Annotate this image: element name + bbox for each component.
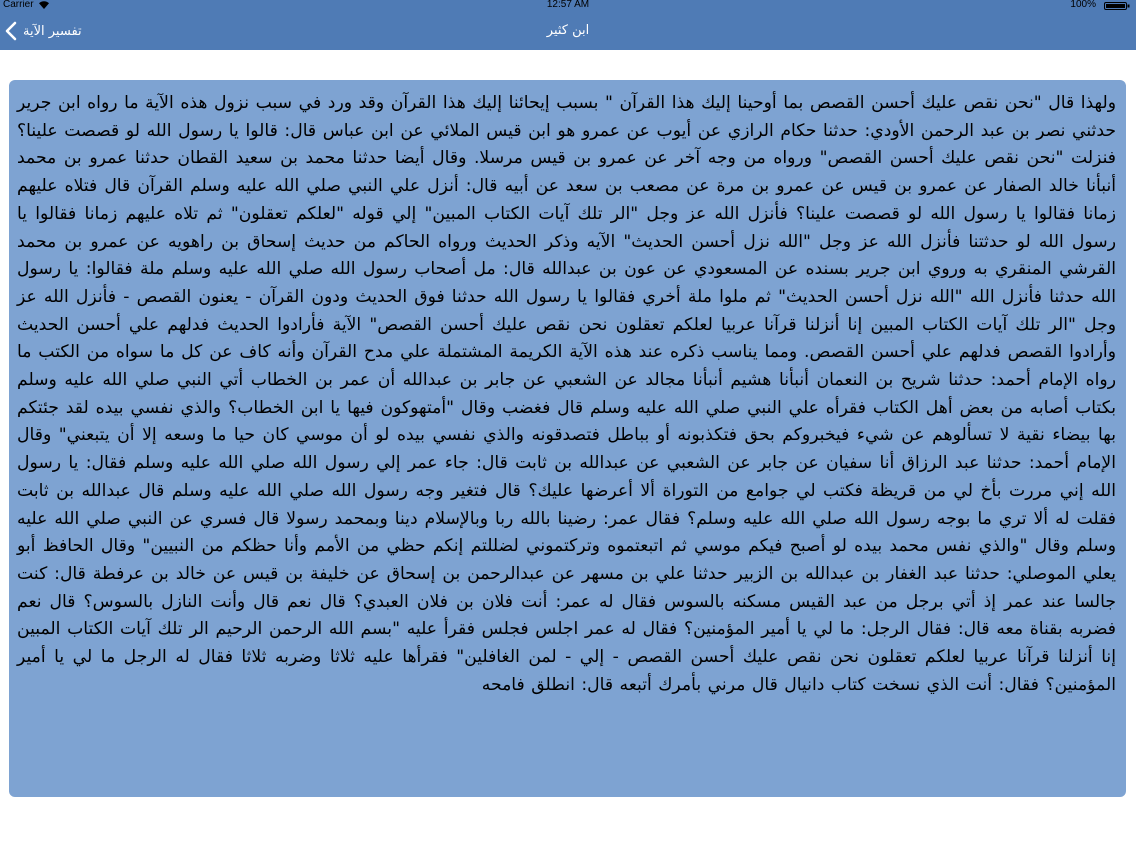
tafsir-text: ولهذا قال "نحن نقص عليك أحسن القصص بما أوحينا إليك هذا القرآن " بسبب إيحائنا إليك هذا القرآن وقد ورد في سبب نزول هذه الآية ما رواه ابن جرير حدثني نصر بن عبد الرحمن الأودي: حدثنا حكام الرازي عن أيوب عن عمرو هو ابن قيس الملائي عن ابن عباس قال: قالوا يا رسول الله لو قصصت علينا؟ فنزلت "نحن نقص عليك أحسن القصص" ورواه من وجه آخر عن عمرو بن قيس مرسلا. وقال أيضا حدثنا محمد بن سعيد القطان حدثنا عمرو بن محمد أنبأنا خالد الصفار عن عمرو بن قيس عن عمرو بن مرة عن مصعب بن سعد عن أبيه قال: أنزل علي النبي صلي الله عليه وسلم القرآن قال فتلاه عليهم زمانا فقالوا يا رسول الله لو قصصت علينا؟ فأنزل الله عز وجل "الر تلك آيات الكتاب المبين" إلي قوله "لعلكم تعقلون" ثم تلاه عليهم زمانا فقالوا يا رسول الله لو حدثتنا فأنزل الله عز وجل "الله نزل أحسن الحديث" الآيه وذكر الحديث ورواه الحاكم من حديث إسحاق بن راهويه عن عمرو بن محمد القرشي المنقري به وروي ابن جرير بسنده عن المسعودي عن عون بن عبدالله قال: مل أصحاب رسول الله صلي الله عليه وسلم ملة فقالوا: يا رسول الله حدثنا فأنزل الله "الله نزل أحسن الحديث" ثم ملوا ملة أخري فقالوا يا رسول الله حدثنا فوق الحديث ودون القرآن - يعنون القصص - فأنزل الله عز وجل "الر تلك آيات الكتاب المبين إنا أنزلنا قرآنا عربيا لعلكم تعقلون نحن نقص عليك أحسن القصص" الآية فأرادوا الحديث فدلهم علي أحسن الحديث وأرادوا القصص فدلهم علي أحسن القصص. ومما يناسب ذكره عند هذه الآية الكريمة المشتملة علي مدح القرآن وأنه كاف عن كل ما سواه من الكتب ما رواه الإمام أحمد: حدثنا شريح بن النعمان أنبأنا هشيم أنبأنا مجالد عن الشعبي عن جابر بن عبدالله أن عمر بن الخطاب أتي النبي صلي الله عليه وسلم بكتاب أصابه من بعض أهل الكتاب فقرأه علي النبي صلي الله عليه وسلم قال فغضب وقال "أمتهوكون فيها يا ابن الخطاب؟ والذي نفسي بيده لقد جئتكم بها بيضاء نقية لا تسألوهم عن شيء فيخبروكم بحق فتكذبونه أو بباطل فتصدقونه والذي نفسي بيده لو أن موسي كان حيا ما وسعه إلا أن يتبعني" وقال الإمام أحمد: حدثنا عبد الرزاق أنا سفيان عن جابر عن الشعبي عن عبدالله بن ثابت قال: جاء عمر إلي رسول الله صلي الله عليه وسلم فقال: يا رسول الله إني مررت بأخ لي من قريظة فكتب لي جوامع من التوراة ألا أعرضها عليك؟ قال فتغير وجه رسول الله صلي الله عليه وسلم قال عبدالله بن ثابت فقلت له ألا تري ما بوجه رسول الله صلي الله عليه وسلم؟ فقال عمر: رضينا بالله ربا وبالإسلام دينا وبمحمد رسولا قال فسري عن النبي صلي الله عليه وسلم وقال "والذي نفس محمد بيده لو أصبح فيكم موسي ثم اتبعتموه وتركتموني لضللتم إنكم حظي من الأمم وأنا حظكم من النبيين" وقال الحافظ أبو يعلي الموصلي: حدثنا عبد الغفار بن عبدالله بن الزبير حدثنا علي بن مسهر عن عبدالرحمن بن إسحاق عن خليفة بن قيس عن خالد بن عرفطة قال: كنت جالسا عند عمر إذ أتي برجل من عبد القيس مسكنه بالسوس فقال له عمر: أنت فلان بن فلان العبدي؟ قال نعم قال وأنت النازل بالسوس؟ قال نعم فضربه بقناة معه قال: فقال الرجل: ما لي يا أمير المؤمنين؟ فقال له عمر اجلس فجلس فقرأ عليه "بسم الله الرحمن الرحيم الر تلك آيات الكتاب المبين إنا أنزلنا قرآنا عربيا لعلكم تعقلون نحن نقص عليك أحسن القصص - إلي - لمن الغافلين" فقرأها عليه ثلاثا وضربه ثلاثا فقال له الرجل ما لي يا أمير المؤمنين؟ فقال: أنت الذي نسخت كتاب دانيال قال مرني بأمرك أتبعه قال: انطلق فامحه <box>17 93 1116 695</box>
status-bar <box>0 0 1136 12</box>
battery-percent: 100% <box>1070 0 1096 10</box>
chevron-left-icon <box>4 21 18 41</box>
carrier-label: Carrier <box>3 0 34 10</box>
navigation-bar <box>0 12 1136 50</box>
back-button-label: تفسير الآية <box>23 23 82 39</box>
page-title: ابن كثير <box>546 23 590 38</box>
back-button[interactable] <box>4 12 82 50</box>
tafsir-content-card[interactable] <box>9 80 1126 797</box>
status-time: 12:57 AM <box>546 0 590 10</box>
battery-icon <box>1104 2 1130 10</box>
